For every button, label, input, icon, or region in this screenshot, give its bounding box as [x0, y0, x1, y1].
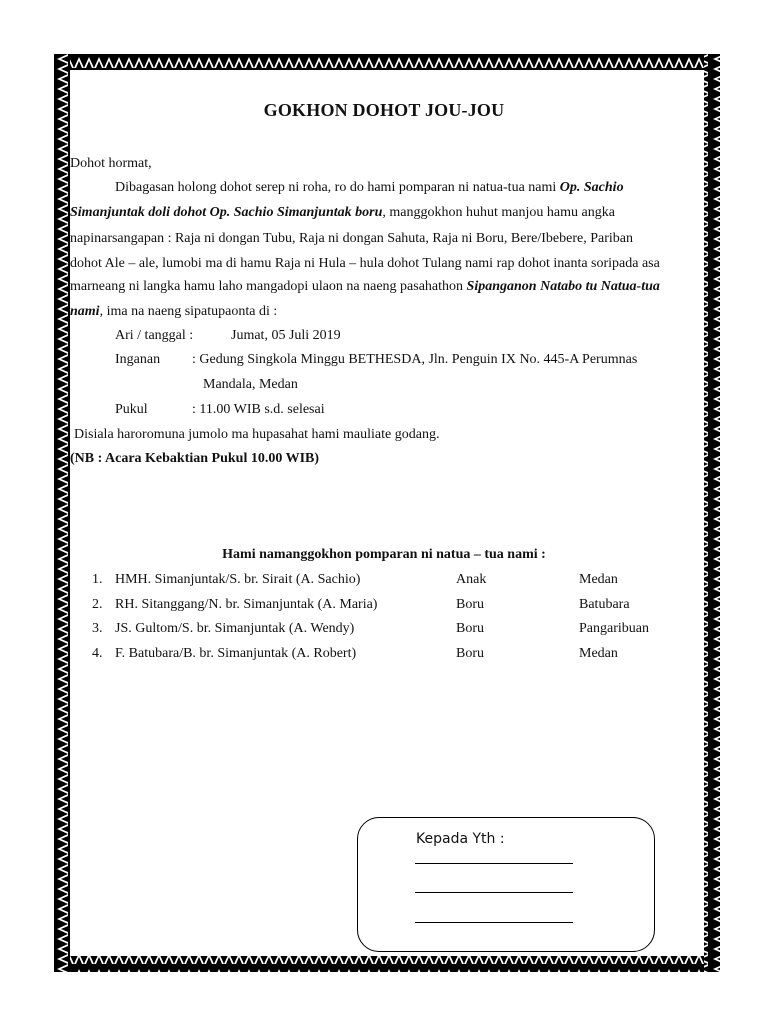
list-item-number: 4.	[92, 646, 103, 661]
address-blank-line	[415, 922, 573, 923]
host-role: Boru	[456, 646, 484, 661]
family-name: Simanjuntak doli dohot Op. Sachio Simanjuntak boru	[70, 205, 383, 220]
closing-text: Disiala haroromuna jumolo ma hupasahat hami mauliate godang.	[74, 427, 440, 442]
address-box-title: Kepada Yth :	[416, 831, 505, 847]
body-text: Dibagasan holong dohot serep ni roha, ro do hami pomparan ni natua-tua nami	[115, 180, 560, 195]
host-city: Medan	[579, 646, 618, 661]
event-name: Sipanganon Natabo tu Natua-tua	[466, 279, 660, 294]
host-name: F. Batubara/B. br. Simanjuntak (A. Robert)	[115, 646, 357, 661]
place-value-continued: Mandala, Medan	[203, 377, 298, 392]
host-name: RH. Sitanggang/N. br. Simanjuntak (A. Maria)	[115, 597, 378, 612]
date-label: Ari / tanggal :	[115, 328, 194, 343]
body-line-4: dohot Ale – ale, lumobi ma di hamu Raja ni Hula – hula dohot Tulang nami rap dohot inanta soripada asa	[70, 256, 660, 271]
list-item-number: 1.	[92, 572, 103, 587]
greeting: Dohot hormat,	[70, 156, 152, 171]
host-city: Batubara	[579, 597, 630, 612]
address-blank-line	[415, 863, 573, 864]
nb-note: (NB : Acara Kebaktian Pukul 10.00 WIB)	[70, 451, 320, 466]
host-city: Medan	[579, 572, 618, 587]
body-line-5	[70, 280, 660, 294]
host-name: HMH. Simanjuntak/S. br. Sirait (A. Sachio)	[115, 572, 361, 587]
hosts-heading: Hami namanggokhon pomparan ni natua – tua nami :	[222, 547, 546, 562]
event-name: nami	[70, 304, 100, 319]
list-item-number: 3.	[92, 621, 103, 636]
address-blank-line	[415, 892, 573, 893]
place-label: Inganan	[115, 352, 161, 367]
body-line-1	[115, 181, 624, 195]
host-city: Pangaribuan	[579, 621, 649, 636]
list-item-number: 2.	[92, 597, 103, 612]
time-label: Pukul	[115, 402, 148, 417]
host-role: Boru	[456, 621, 484, 636]
body-text: marneang ni langka hamu laho mangadopi ulaon na naeng pasahathon	[70, 279, 467, 294]
place-value: : Gedung Singkola Minggu BETHESDA, Jln. Penguin IX No. 445-A Perumnas	[192, 352, 638, 367]
date-value: Jumat, 05 Juli 2019	[231, 328, 341, 343]
body-text: , manggokhon huhut manjou hamu angka	[382, 205, 615, 220]
host-name: JS. Gultom/S. br. Simanjuntak (A. Wendy)	[115, 621, 355, 636]
time-value: : 11.00 WIB s.d. selesai	[192, 402, 325, 417]
host-role: Boru	[456, 597, 484, 612]
body-line-6	[70, 305, 277, 319]
body-line-2	[70, 206, 615, 220]
address-box	[357, 817, 655, 952]
host-role: Anak	[456, 572, 487, 587]
body-text: , ima na naeng sipatupaonta di :	[99, 304, 278, 319]
family-name: Op. Sachio	[559, 180, 624, 195]
body-line-3: napinarsangapan : Raja ni dongan Tubu, Raja ni dongan Sahuta, Raja ni Boru, Bere/Ibebere, Pariban	[70, 231, 633, 246]
invitation-title: GOKHON DOHOT JOU-JOU	[263, 100, 505, 120]
